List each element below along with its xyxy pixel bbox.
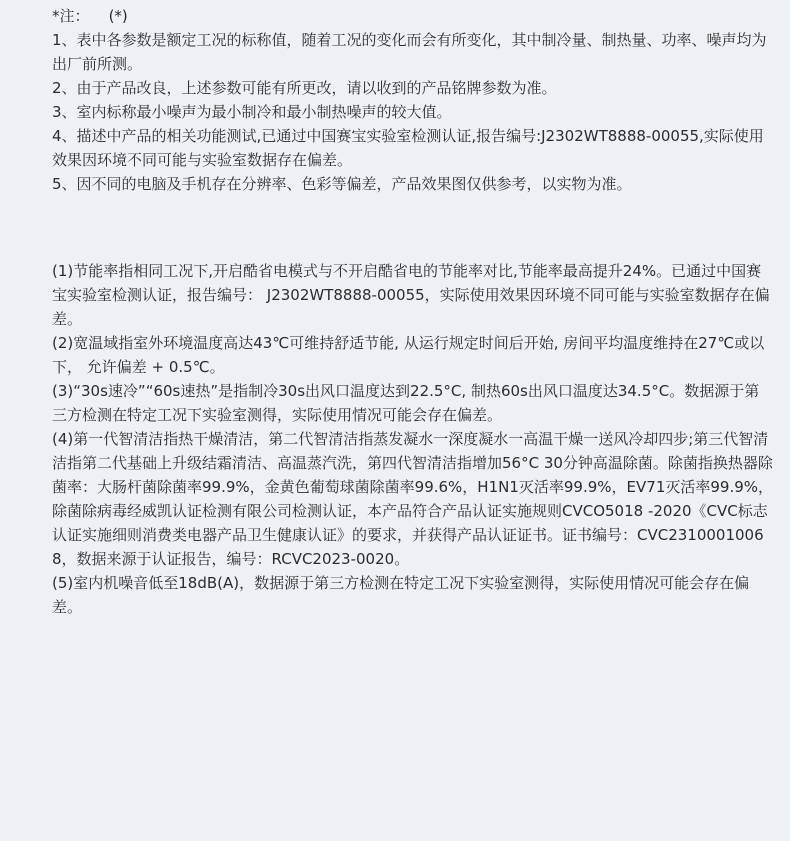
notes-section bbox=[52, 4, 777, 196]
note-item-4: 4、描述中产品的相关功能测试,已通过中国赛宝实验室检测认证,报告编号:J2302WT8888-00055,实际使用效果因环境不同可能与实验室数据存在偏差。 bbox=[52, 127, 764, 169]
feature-note-fast-cool-heat: (3)“30s速冷”“60s速热”是指制冷30s出风口温度达到22.5°C, 制热60s出风口温度达34.5°C。数据源于第三方检测在特定工况下实验室测得，实际使用情况可能会存在偏差。 bbox=[52, 382, 760, 424]
note-item-1: 1、表中各参数是额定工况的标称值，随着工况的变化而会有所变化，其中制冷量、制热量、功率、噪声均为出厂前所测。 bbox=[52, 31, 767, 73]
notes-title: *注： (*) bbox=[52, 7, 128, 25]
note-item-2: 2、由于产品改良，上述参数可能有所更改，请以收到的产品铭牌参数为准。 bbox=[52, 79, 557, 97]
feature-note-smart-clean: (4)第一代智清洁指热干燥清洁，第二代智清洁指蒸发凝水一深度凝水一高温干燥一送风冷却四步;第三代智清洁指第二代基础上升级结霜清洁、高温蒸汽洗，第四代智清洁指增加56°C 30分钟高温除菌。除菌指换热器除菌率：大肠杆菌除菌率99.9%，金黄色葡萄球菌除菌率99.6%，H1N1灭活率99.9%，EV71灭活率99.9%，除菌除病毒经威凯认证检测有限公司检测认证，本产品符合产品认证实施规则CVCO5018 -2020《CVC标志认证实施细则消费类电器产品卫生健康认证》的要求，并获得产品认证证书。证书编号：CVC23100010068，数据来源于认证报告，编号：RCVC2023-0020。 bbox=[52, 430, 774, 568]
note-item-5: 5、因不同的电脑及手机存在分辨率、色彩等偏差，产品效果图仅供参考，以实物为准。 bbox=[52, 175, 632, 193]
feature-footnotes-section bbox=[52, 259, 774, 619]
feature-note-low-noise: (5)室内机噪音低至18dB(A)，数据源于第三方检测在特定工况下实验室测得，实际使用情况可能会存在偏差。 bbox=[52, 574, 750, 616]
feature-note-energy-saving: (1)节能率指相同工况下,开启酷省电模式与不开启酷省电的节能率对比,节能率最高提升24%。已通过中国赛宝实验室检测认证，报告编号： J2302WT8888-00055，实际使用效果因环境不同可能与实验室数据存在偏差。 bbox=[52, 262, 770, 328]
feature-note-wide-temperature: (2)宽温域指室外环境温度高达43℃可维持舒适节能, 从运行规定时间后开始, 房间平均温度维持在27℃或以下， 允许偏差 + 0.5℃。 bbox=[52, 334, 765, 376]
note-item-3: 3、室内标称最小噪声为最小制冷和最小制热噪声的较大值。 bbox=[52, 103, 452, 121]
